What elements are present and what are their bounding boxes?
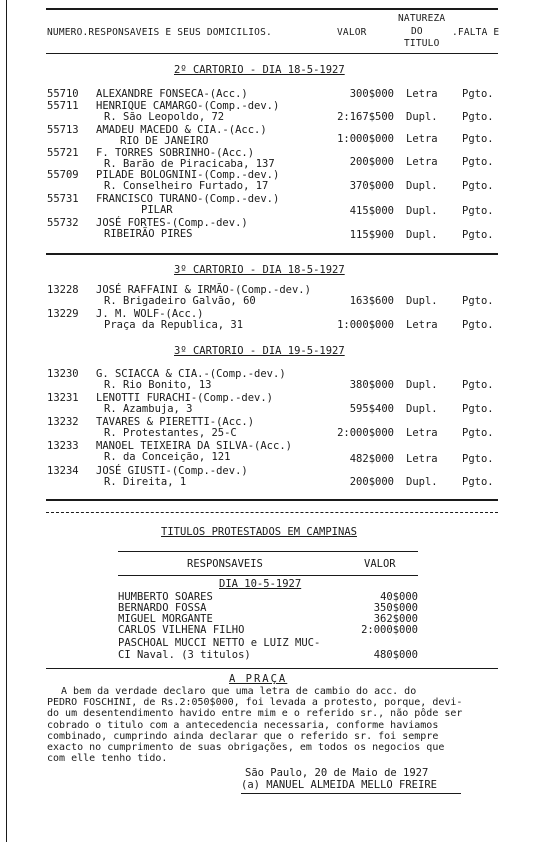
header-valor: VALOR bbox=[337, 27, 367, 38]
entry-status: Pgto. bbox=[462, 180, 494, 192]
list-item bbox=[118, 650, 418, 662]
entry-number: 13228 bbox=[47, 284, 79, 296]
entry-nature: Dupl. bbox=[406, 111, 438, 123]
entry-number: 13230 bbox=[47, 368, 79, 380]
header-natureza-3: TITULO bbox=[404, 38, 440, 49]
entry-status: Pgto. bbox=[462, 319, 494, 331]
table-row bbox=[0, 125, 544, 149]
entry-name: FRANCISCO TURANO-(Comp.-dev.) bbox=[96, 193, 280, 205]
protest-name: BERNARDO FOSSA bbox=[118, 602, 207, 614]
entry-number: 13234 bbox=[47, 465, 79, 477]
entry-address: R. São Leopoldo, 72 bbox=[104, 111, 225, 123]
protest-value: 362$000 bbox=[373, 613, 418, 625]
entry-number: 55713 bbox=[47, 124, 79, 136]
entry-status: Pgto. bbox=[462, 111, 494, 123]
entry-value: 200$000 bbox=[349, 476, 394, 488]
protest-header-rule bbox=[118, 575, 418, 576]
section-rule bbox=[46, 253, 498, 255]
protest-value: 40$000 bbox=[380, 591, 418, 603]
table-row bbox=[0, 218, 544, 242]
entry-name: G. SCIACCA & CIA.-(Comp.-dev.) bbox=[96, 368, 286, 380]
entry-name: JOSÉ RAFFAINI & IRMÃO-(Comp.-dev.) bbox=[96, 284, 311, 296]
entry-name: J. M. WOLF-(Acc.) bbox=[96, 308, 204, 320]
entry-name: TAVARES & PIERETTI-(Acc.) bbox=[96, 416, 255, 428]
section-title: 3º CARTORIO - DIA 18-5-1927 bbox=[174, 264, 345, 276]
entry-address: R. Rio Bonito, 13 bbox=[104, 379, 212, 391]
entry-name: HENRIQUE CAMARGO-(Comp.-dev.) bbox=[96, 100, 280, 112]
entry-value: 163$600 bbox=[349, 295, 394, 307]
entry-nature: Dupl. bbox=[406, 205, 438, 217]
entry-name: LENOTTI FURACHI-(Comp.-dev.) bbox=[96, 392, 274, 404]
praca-paragraph bbox=[47, 686, 499, 764]
praca-line: do um desentendimento havido entre mim e o referido sr., não pôde ser bbox=[47, 708, 463, 720]
entry-address: PILAR bbox=[141, 204, 173, 216]
entry-value: 1:000$000 bbox=[337, 133, 394, 145]
dashed-rule bbox=[46, 512, 498, 513]
table-row bbox=[0, 170, 544, 194]
entry-value: 115$900 bbox=[349, 229, 394, 241]
protest-col-responsaveis: RESPONSAVEIS bbox=[187, 558, 263, 570]
top-rule bbox=[46, 8, 498, 10]
header-bottom-rule bbox=[46, 53, 498, 54]
entry-address: R. Protestantes, 25-C bbox=[104, 427, 237, 439]
entry-nature: Dupl. bbox=[406, 229, 438, 241]
section-title: 3º CARTORIO - DIA 19-5-1927 bbox=[174, 345, 345, 357]
signature-underline bbox=[241, 793, 461, 794]
praca-title: A PRAÇA bbox=[229, 673, 288, 685]
header-falta: .FALTA E bbox=[452, 27, 500, 38]
entry-status: Pgto. bbox=[462, 476, 494, 488]
entry-nature: Letra bbox=[406, 427, 438, 439]
entry-number: 13232 bbox=[47, 416, 79, 428]
entry-number: 55710 bbox=[47, 88, 79, 100]
praca-date: São Paulo, 20 de Maio de 1927 bbox=[245, 767, 429, 779]
entry-nature: Dupl. bbox=[406, 476, 438, 488]
list-item bbox=[118, 625, 418, 637]
table-row bbox=[0, 309, 544, 333]
entry-address: R. Conselheiro Furtado, 17 bbox=[104, 180, 269, 192]
praca-top-rule bbox=[46, 668, 498, 669]
table-row bbox=[0, 369, 544, 393]
entry-nature: Dupl. bbox=[406, 379, 438, 391]
entry-address: R. Brigadeiro Galvão, 60 bbox=[104, 295, 256, 307]
table-row bbox=[0, 285, 544, 309]
entry-value: 380$000 bbox=[349, 379, 394, 391]
entry-name: AMADEU MACEDO & CIA.-(Acc.) bbox=[96, 124, 267, 136]
entry-name: MANOEL TEIXEIRA DA SILVA-(Acc.) bbox=[96, 440, 292, 452]
entry-address: R. Barão de Piracicaba, 137 bbox=[104, 158, 275, 170]
entry-value: 370$000 bbox=[349, 180, 394, 192]
entry-name: F. TORRES SOBRINHO-(Acc.) bbox=[96, 147, 255, 159]
entry-number: 55732 bbox=[47, 217, 79, 229]
protest-name: HUMBERTO SOARES bbox=[118, 591, 213, 603]
entry-value: 300$000 bbox=[349, 88, 394, 100]
praca-line: PEDRO FOSCHINI, de Rs.2:050$000, foi levada a protesto, porque, devi- bbox=[47, 697, 463, 709]
entry-status: Pgto. bbox=[462, 403, 494, 415]
entry-name: JOSÉ FORTES-(Comp.-dev.) bbox=[96, 217, 248, 229]
header-numero: NUMERO.RESPONSAVEIS E SEUS DOMICILIOS. bbox=[47, 27, 272, 38]
entry-status: Pgto. bbox=[462, 379, 494, 391]
entry-status: Pgto. bbox=[462, 133, 494, 145]
entry-nature: Letra bbox=[406, 319, 438, 331]
section-title: 2º CARTORIO - DIA 18-5-1927 bbox=[174, 64, 345, 76]
entry-number: 13229 bbox=[47, 308, 79, 320]
entry-status: Pgto. bbox=[462, 205, 494, 217]
protest-value: 480$000 bbox=[373, 649, 418, 661]
entry-value: 2:167$500 bbox=[337, 111, 394, 123]
protest-name: MIGUEL MORGANTE bbox=[118, 613, 213, 625]
protest-value: 2:000$000 bbox=[361, 624, 418, 636]
entry-value: 415$000 bbox=[349, 205, 394, 217]
protest-name: CARLOS VILHENA FILHO bbox=[118, 624, 245, 636]
entry-nature: Letra bbox=[406, 88, 438, 100]
entry-status: Pgto. bbox=[462, 295, 494, 307]
header-natureza-2: DO bbox=[411, 26, 423, 37]
entry-address: R. Azambuja, 3 bbox=[104, 403, 193, 415]
table-row bbox=[0, 466, 544, 490]
entry-number: 55709 bbox=[47, 169, 79, 181]
praca-line: A bem da verdade declaro que uma letra de cambio do acc. do bbox=[61, 686, 417, 697]
header-natureza-1: NATUREZA bbox=[398, 13, 446, 24]
protest-name: PASCHOAL MUCCI NETTO e LUIZ MUC- bbox=[118, 637, 321, 649]
praca-signature: (a) MANUEL ALMEIDA MELLO FREIRE bbox=[241, 779, 437, 791]
entry-name: JOSÉ GIUSTI-(Comp.-dev.) bbox=[96, 465, 248, 477]
entry-number: 55711 bbox=[47, 100, 79, 112]
entry-nature: Letra bbox=[406, 453, 438, 465]
entry-status: Pgto. bbox=[462, 453, 494, 465]
praca-line: exacto no cumprimento de suas obrigações, em todos os negocios que bbox=[47, 742, 445, 754]
entry-value: 1:000$000 bbox=[337, 319, 394, 331]
protest-value: 350$000 bbox=[373, 602, 418, 614]
entry-nature: Dupl. bbox=[406, 295, 438, 307]
entry-address: Praça da Republica, 31 bbox=[104, 319, 244, 331]
entry-value: 482$000 bbox=[349, 453, 394, 465]
table-row bbox=[0, 417, 544, 441]
entry-nature: Dupl. bbox=[406, 180, 438, 192]
entry-nature: Letra bbox=[406, 156, 438, 168]
entry-value: 2:000$000 bbox=[337, 427, 394, 439]
entry-status: Pgto. bbox=[462, 427, 494, 439]
entry-nature: Dupl. bbox=[406, 403, 438, 415]
entry-name: PILADE BOLOGNINI-(Comp.-dev.) bbox=[96, 169, 280, 181]
praca-line: com elle tenho tido. bbox=[47, 753, 168, 765]
praca-line: cobrado o titulo com a antecedencia necessaria, conforme haviamos bbox=[47, 719, 439, 731]
entry-value: 200$000 bbox=[349, 156, 394, 168]
praca-line: combinado, cumprindo ainda declarar que o referido sr. foi sempre bbox=[47, 730, 439, 742]
entry-status: Pgto. bbox=[462, 156, 494, 168]
entry-number: 55721 bbox=[47, 147, 79, 159]
protest-day: DIA 10-5-1927 bbox=[219, 578, 302, 590]
entry-value: 595$400 bbox=[349, 403, 394, 415]
entry-address: RIO DE JANEIRO bbox=[120, 135, 209, 147]
entry-name: ALEXANDRE FONSECA-(Acc.) bbox=[96, 88, 248, 100]
entry-status: Pgto. bbox=[462, 88, 494, 100]
entry-address: R. Direita, 1 bbox=[104, 476, 187, 488]
entry-nature: Letra bbox=[406, 133, 438, 145]
section-rule bbox=[46, 499, 498, 501]
entry-number: 55731 bbox=[47, 193, 79, 205]
protest-title: TITULOS PROTESTADOS EM CAMPINAS bbox=[161, 526, 357, 538]
entry-number: 13233 bbox=[47, 440, 79, 452]
entry-number: 13231 bbox=[47, 392, 79, 404]
table-row bbox=[0, 194, 544, 218]
table-row bbox=[0, 393, 544, 417]
protest-col-valor: VALOR bbox=[364, 558, 396, 570]
entry-address: RIBEIRÃO PIRES bbox=[104, 228, 193, 240]
entry-address: R. da Conceição, 121 bbox=[104, 451, 231, 463]
protest-top-rule bbox=[118, 551, 418, 552]
entry-status: Pgto. bbox=[462, 229, 494, 241]
protest-name: CI Naval. (3 titulos) bbox=[118, 649, 251, 661]
table-row bbox=[0, 441, 544, 465]
table-row bbox=[0, 101, 544, 125]
